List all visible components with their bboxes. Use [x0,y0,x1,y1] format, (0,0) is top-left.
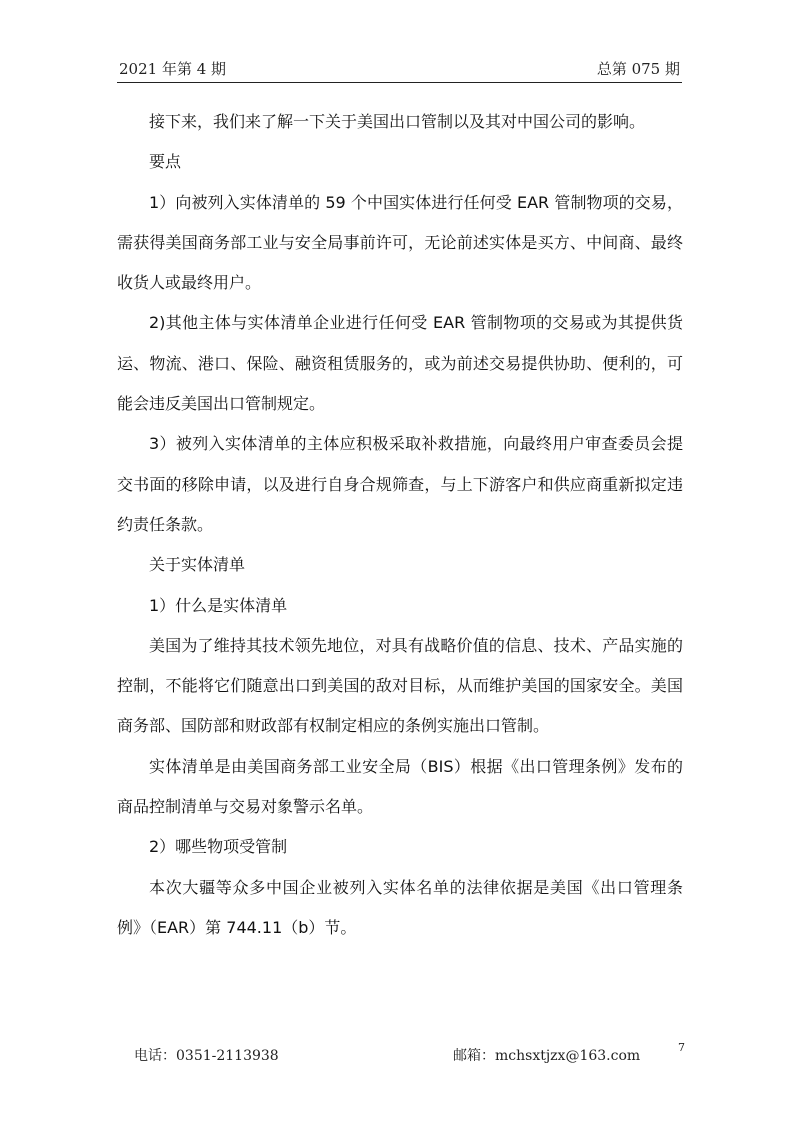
subheading-controlled-items: 2）哪些物项受管制 [149,837,288,857]
page-header [117,55,682,83]
paragraph-point-2: 2)其他主体与实体清单企业进行任何受 EAR 管制物项的交易或为其提供货运、物流、港口、保险、融资租赁服务的，或为前述交易提供协助、便利的，可能会违反美国出口管制规定。 [117,313,683,414]
paragraph-point-3: 3）被列入实体清单的主体应积极采取补救措施，向最终用户审查委员会提交书面的移除申请，以及进行自身合规筛查，与上下游客户和供应商重新拟定违约责任条款。 [117,434,683,534]
issue-label: 2021 年第 4 期 [119,60,227,78]
total-issue-label: 总第 075 期 [596,60,680,78]
subheading-what-is-entity-list: 1）什么是实体清单 [149,595,288,615]
phone-contact: 电话：0351-2113938 [134,1048,279,1064]
paragraph-intro: 接下来，我们来了解一下关于美国出口管制以及其对中国公司的影响。 [149,112,646,131]
paragraph-entity-list-definition: 实体清单是由美国商务部工业安全局（BIS）根据《出口管理条例》发布的商品控制清单与交易对象警示名单。 [117,756,683,817]
email-contact: 邮箱：mchsxtjzx@163.com [453,1048,641,1064]
paragraph-entity-list-purpose: 美国为了维持其技术领先地位，对具有战略价值的信息、技术、产品实施的控制，不能将它们随意出口到美国的敌对目标，从而维护美国的国家安全。美国商务部、国防部和财政部有权制定相应的条例实施出口管制。 [117,635,683,736]
heading-key-points: 要点 [149,152,182,172]
paragraph-legal-basis: 本次大疆等众多中国企业被列入实体名单的法律依据是美国《出口管理条例》（EAR）第 744.11（b）节。 [117,877,683,937]
page-number: 7 [678,1041,685,1054]
article-body [117,102,683,948]
heading-entity-list: 关于实体清单 [149,555,246,575]
paragraph-point-1: 1）向被列入实体清单的 59 个中国实体进行任何受 EAR 管制物项的交易，需获得美国商务部工业与安全局事前许可，无论前述实体是买方、中间商、最终收货人或最终用户。 [117,192,683,293]
